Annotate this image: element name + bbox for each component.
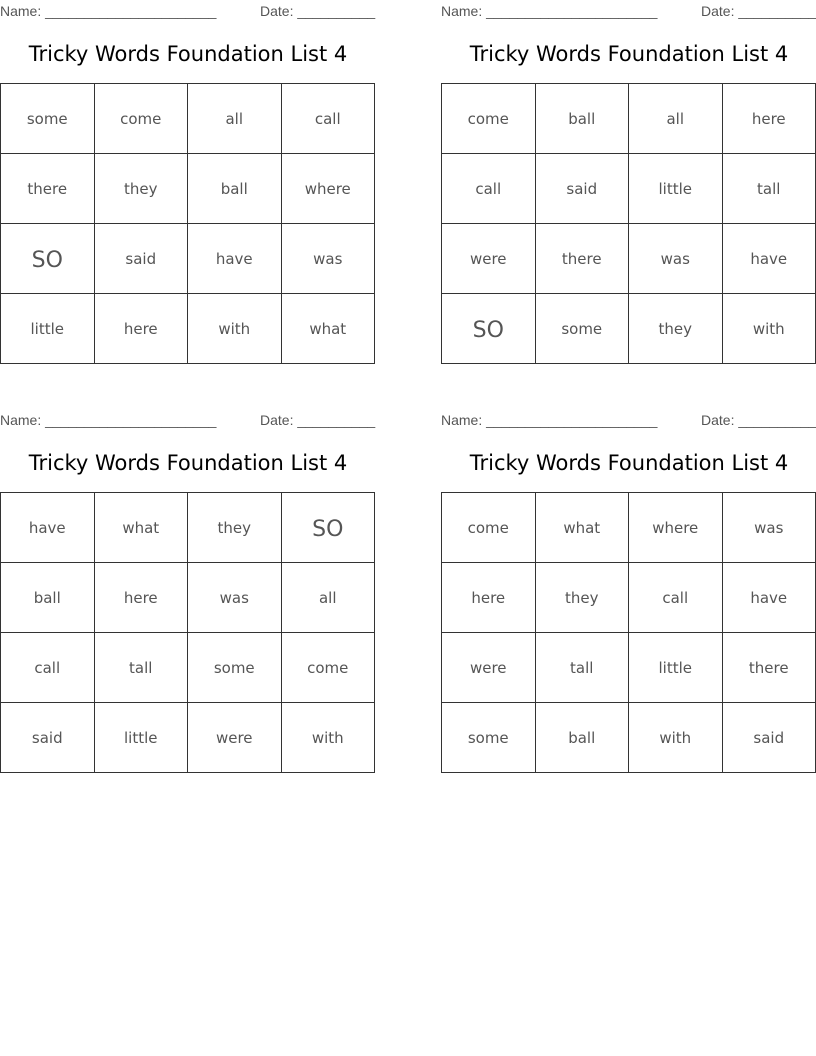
word-cell: here xyxy=(95,563,189,633)
word-cell: with xyxy=(188,294,282,364)
word-cell: was xyxy=(188,563,282,633)
word-cell: ball xyxy=(536,703,630,773)
word-cell: have xyxy=(1,493,95,563)
word-cell: ball xyxy=(188,154,282,224)
word-grid xyxy=(441,492,816,773)
word-cell: little xyxy=(1,294,95,364)
word-cell: call xyxy=(1,633,95,703)
word-cell: call xyxy=(282,84,376,154)
name-label: Name: ______________________ xyxy=(0,412,217,428)
word-cell: said xyxy=(1,703,95,773)
card-title: Tricky Words Foundation List 4 xyxy=(469,451,789,475)
date-label: Date: __________ xyxy=(701,412,816,428)
word-cell: come xyxy=(95,84,189,154)
word-cell: with xyxy=(629,703,723,773)
word-cell: said xyxy=(536,154,630,224)
word-cell: some xyxy=(442,703,536,773)
word-cell: were xyxy=(442,224,536,294)
word-cell: all xyxy=(629,84,723,154)
word-cell: where xyxy=(282,154,376,224)
word-card-1 xyxy=(0,0,376,364)
word-cell: what xyxy=(282,294,376,364)
word-cell: what xyxy=(95,493,189,563)
word-cell: there xyxy=(1,154,95,224)
word-cell: here xyxy=(95,294,189,364)
word-cell: was xyxy=(723,493,816,563)
word-cell: little xyxy=(629,154,723,224)
word-cell: SO xyxy=(1,224,95,294)
word-cell: with xyxy=(723,294,816,364)
word-cell: all xyxy=(282,563,376,633)
name-label: Name: ______________________ xyxy=(441,3,658,19)
word-card-3 xyxy=(0,409,376,773)
name-label: Name: ______________________ xyxy=(441,412,658,428)
word-cell: some xyxy=(536,294,630,364)
word-cell: tall xyxy=(95,633,189,703)
date-label: Date: __________ xyxy=(260,3,376,19)
word-cell: here xyxy=(442,563,536,633)
word-cell: tall xyxy=(723,154,816,224)
word-cell: they xyxy=(95,154,189,224)
word-card-2 xyxy=(441,0,816,364)
word-cell: were xyxy=(442,633,536,703)
word-cell: come xyxy=(442,493,536,563)
word-cell: have xyxy=(188,224,282,294)
word-cell: there xyxy=(723,633,816,703)
date-label: Date: __________ xyxy=(260,412,376,428)
word-cell: have xyxy=(723,563,816,633)
word-cell: little xyxy=(629,633,723,703)
word-cell: tall xyxy=(536,633,630,703)
word-cell: little xyxy=(95,703,189,773)
name-date-line xyxy=(441,412,816,428)
word-cell: they xyxy=(536,563,630,633)
word-cell: call xyxy=(629,563,723,633)
word-cell: SO xyxy=(442,294,536,364)
word-cell: said xyxy=(95,224,189,294)
word-grid xyxy=(0,83,375,364)
word-cell: was xyxy=(282,224,376,294)
word-card-4 xyxy=(441,409,816,773)
word-cell: some xyxy=(188,633,282,703)
word-cell: were xyxy=(188,703,282,773)
word-grid xyxy=(0,492,375,773)
word-cell: ball xyxy=(536,84,630,154)
word-cell: they xyxy=(629,294,723,364)
card-title: Tricky Words Foundation List 4 xyxy=(469,42,789,66)
word-cell: SO xyxy=(282,493,376,563)
card-title: Tricky Words Foundation List 4 xyxy=(28,451,348,475)
word-cell: here xyxy=(723,84,816,154)
name-date-line xyxy=(0,3,376,19)
name-date-line xyxy=(441,3,816,19)
word-cell: where xyxy=(629,493,723,563)
word-cell: what xyxy=(536,493,630,563)
word-cell: come xyxy=(442,84,536,154)
word-cell: said xyxy=(723,703,816,773)
name-date-line xyxy=(0,412,376,428)
word-cell: call xyxy=(442,154,536,224)
date-label: Date: __________ xyxy=(701,3,816,19)
word-cell: all xyxy=(188,84,282,154)
word-cell: was xyxy=(629,224,723,294)
name-label: Name: ______________________ xyxy=(0,3,217,19)
word-cell: some xyxy=(1,84,95,154)
word-cell: they xyxy=(188,493,282,563)
word-grid xyxy=(441,83,816,364)
word-cell: ball xyxy=(1,563,95,633)
word-cell: there xyxy=(536,224,630,294)
word-cell: with xyxy=(282,703,376,773)
card-title: Tricky Words Foundation List 4 xyxy=(28,42,348,66)
word-cell: come xyxy=(282,633,376,703)
word-cell: have xyxy=(723,224,816,294)
